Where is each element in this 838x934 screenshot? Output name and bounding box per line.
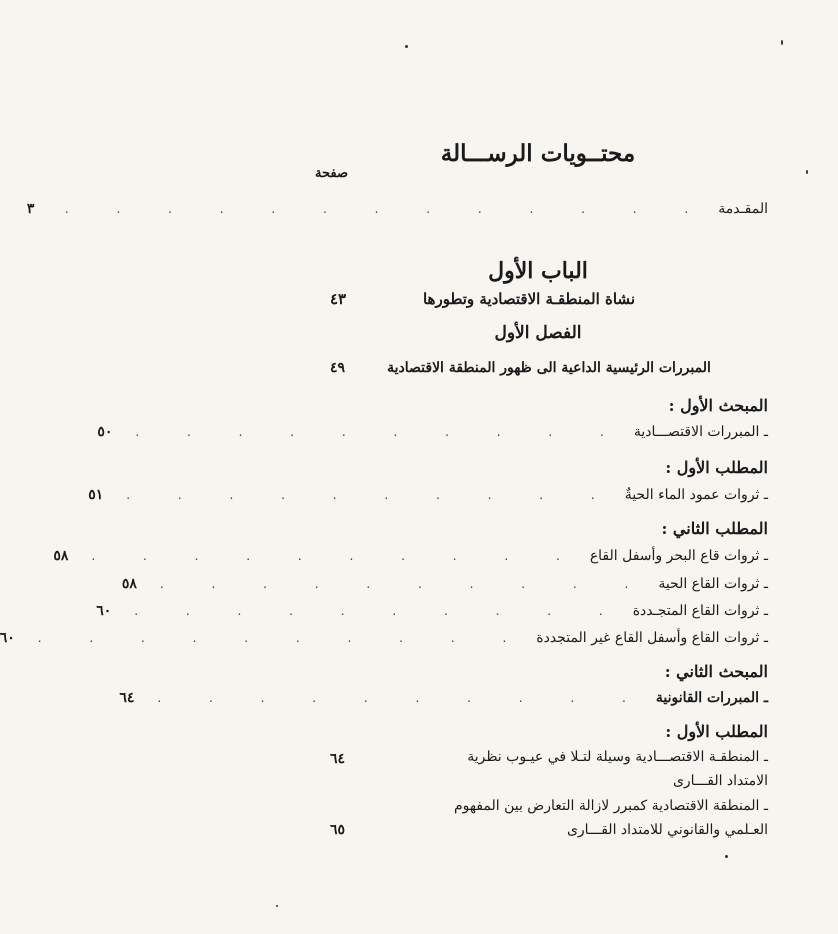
toc-entry-text: المقـدمة [718, 201, 768, 217]
toc-page-number: ٦٠ [96, 603, 112, 619]
toc-row [97, 420, 768, 444]
toc-entry-text: ـ ثروات قاع البحر وأسفل القاع [589, 548, 768, 564]
toc-entry-text: الامتداد القـــارى [672, 773, 768, 789]
toc-row [0, 626, 768, 650]
toc-entry-line: ـ المنطقة الاقتصادية كمبرر لازالة التعارض بين المفهوم [453, 798, 768, 814]
subsection-heading: المطلب الأول : [665, 458, 768, 477]
toc-row [96, 599, 768, 623]
toc-entry-text: ـ ثروات القاع المتجـددة [632, 603, 768, 619]
toc-page-number: ٦٤ [330, 751, 346, 767]
toc-page-number: ٦٤ [119, 690, 135, 706]
toc-entry-text: ـ ثروات القاع الحية [658, 576, 768, 592]
toc-page-number: ٤٣ [330, 290, 347, 308]
toc-entry-text: المبررات الرئيسية الداعية الى ظهور المنطقة الاقتصادية [387, 360, 711, 376]
toc-page-number: ٤٩ [330, 360, 346, 376]
scan-speck [781, 40, 783, 45]
subsection-heading: المطلب الثاني : [661, 519, 768, 538]
toc-row [119, 686, 768, 710]
toc-row-intro [26, 197, 768, 221]
leader-dots: . . . . . . . . . . [37, 631, 529, 645]
toc-row [121, 572, 768, 596]
page-column-label: صفحة [315, 166, 348, 181]
toc-page-number: ٥٨ [53, 548, 69, 564]
toc-entry-text: ـ المبررات القانونية [655, 690, 768, 706]
leader-dots: . . . . . . . . . . [134, 604, 625, 618]
toc-page-number: ٦٠ [0, 630, 15, 646]
toc-entry-text: ـ ثروات القاع وأسفل القاع غير المتجددة [536, 630, 768, 646]
toc-entry-text: العـلمي والقانوني للامتداد القـــارى [566, 822, 768, 838]
toc-row [53, 544, 768, 568]
toc-entry-text: نشاة المنطقـة الاقتصادية وتطورها [422, 290, 635, 308]
part-heading: الباب الأول [488, 258, 588, 284]
leader-dots: . . . . . . . . . . . . . [64, 202, 711, 216]
leader-dots: . . . . . . . . . . [159, 577, 651, 591]
scan-speck [725, 855, 728, 858]
toc-page-number: ٦٥ [330, 822, 346, 838]
toc-row-multiline [330, 794, 768, 842]
toc-row-chapter-subtitle [330, 356, 768, 380]
toc-entry-line: ـ المنطقـة الاقتصـــادية وسيلة لتـلا في عيـوب نظرية [467, 749, 768, 765]
leader-dots: . . . . . . . . . . [157, 691, 648, 705]
toc-entry-text: ـ ثروات عمود الماء الحيةٌ [624, 487, 768, 503]
toc-page-number: ٥٨ [121, 576, 137, 592]
toc-entry-text: ـ المبررات الاقتصـــادية [633, 424, 768, 440]
toc-page-number: ٥٠ [97, 424, 113, 440]
scan-speck [405, 45, 408, 48]
scan-speck [806, 170, 808, 174]
section-heading: المبحث الأول : [668, 396, 768, 415]
section-heading: المبحث الثاني : [664, 662, 768, 681]
toc-page-number: ٥١ [88, 487, 104, 503]
toc-page-number: ٣ [26, 201, 35, 217]
scan-speck [276, 905, 278, 907]
page-title: محتــويات الرســـالة [440, 140, 636, 167]
chapter-heading: الفصل الأول [494, 323, 582, 343]
toc-row [88, 483, 768, 507]
toc-row-multiline [330, 745, 768, 793]
leader-dots: . . . . . . . . . . [126, 488, 617, 502]
toc-row-part-subtitle [330, 287, 768, 311]
leader-dots: . . . . . . . . . . [135, 425, 626, 439]
toc-entry-line-2 [330, 818, 768, 842]
subsection-heading: المطلب الأول : [665, 722, 768, 741]
leader-dots: . . . . . . . . . . [91, 549, 582, 563]
